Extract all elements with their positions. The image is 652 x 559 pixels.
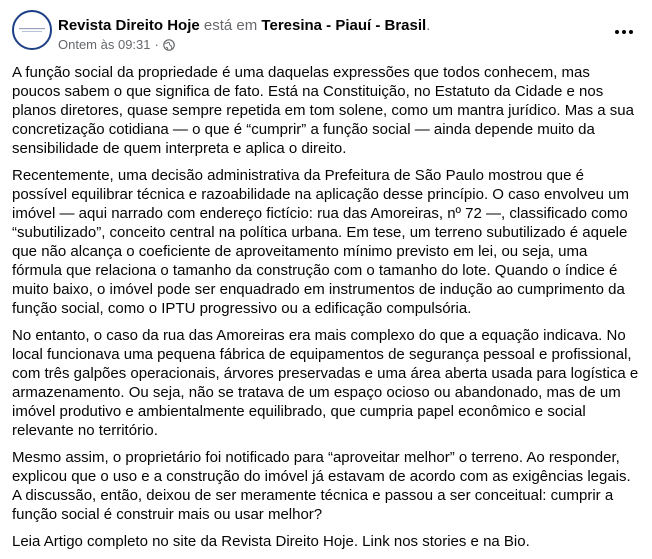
post-header-line <box>58 16 430 35</box>
post-paragraph: No entanto, o caso da rua das Amoreiras era mais complexo do que a equação indicava. No local funcionava uma pequena fábrica de equipamentos de segurança pessoal e profissional, com três galpões operacionais, árvores preservadas e uma área aberta usada para logística e armazenamento. Ou seja, não se tratava de um espaço ocioso ou abandonado, mas de um imóvel produtivo e ambientalmente equilibrado, que cumpria papel econômico e social relevante no território. <box>12 327 639 439</box>
location-name[interactable]: Teresina - Piauí - Brasil <box>261 17 427 34</box>
meta-separator: · <box>154 37 159 52</box>
post-paragraph: Mesmo assim, o proprietário foi notificado para “aproveitar melhor” o terreno. Ao responder, explicou que o uso e a construção do imóvel já estavam de acordo com as exigências legais. A discussão, então, deixou de ser meramente técnica e passou a ser conceitual: cumprir a função social é construir mais ou usar melhor? <box>12 449 631 523</box>
post-timestamp[interactable]: Ontem às 09:31 <box>58 37 151 52</box>
post-paragraph: Recentemente, uma decisão administrativa da Prefeitura de São Paulo mostrou que é possível equilibrar técnica e razoabilidade na aplicação desse princípio. O caso envolveu um imóvel — aqui narrado com endereço fictício: rua das Amoreiras, nº 72 —, classificado como “subutilizado”, conceito central na política urbana. Em tese, um terreno subutilizado é aquele que não alcança o coeficiente de aproveitamento mínimo previsto em lei, ou seja, uma fórmula que relaciona o tamanho da construção com o tamanho do lote. Quando o índice é muito baixo, o imóvel pode ser enquadrado em instrumentos de indução ao cumprimento da função social, como o IPTU progressivo ou a edificação compulsória. <box>12 167 630 317</box>
author-name[interactable]: Revista Direito Hoje <box>58 17 200 34</box>
location-suffix: . <box>426 17 431 34</box>
post-paragraph: A função social da propriedade é uma daquelas expressões que todos conhecem, mas poucos sabem o que significa de fato. Está na Constituição, no Estatuto da Cidade e nos planos diretores, quase sempre repetida em tom solene, como um mantra jurídico. Mas a sua concretização cotidiana — o que é “cumprir” a função social — ainda depende muito da sensibilidade de quem interpreta e aplica o direito. <box>12 64 634 157</box>
revista-direito-hoje-logo-icon <box>17 24 47 37</box>
page-avatar[interactable] <box>12 10 52 50</box>
post-header <box>12 10 640 56</box>
more-options-icon[interactable] <box>612 24 636 40</box>
globe-icon[interactable] <box>163 39 175 51</box>
post-body <box>12 63 639 559</box>
location-connector: está em <box>199 17 262 34</box>
post-meta <box>58 37 175 53</box>
post-paragraph: Leia Artigo completo no site da Revista Direito Hoje. Link nos stories e na Bio. <box>12 533 530 550</box>
